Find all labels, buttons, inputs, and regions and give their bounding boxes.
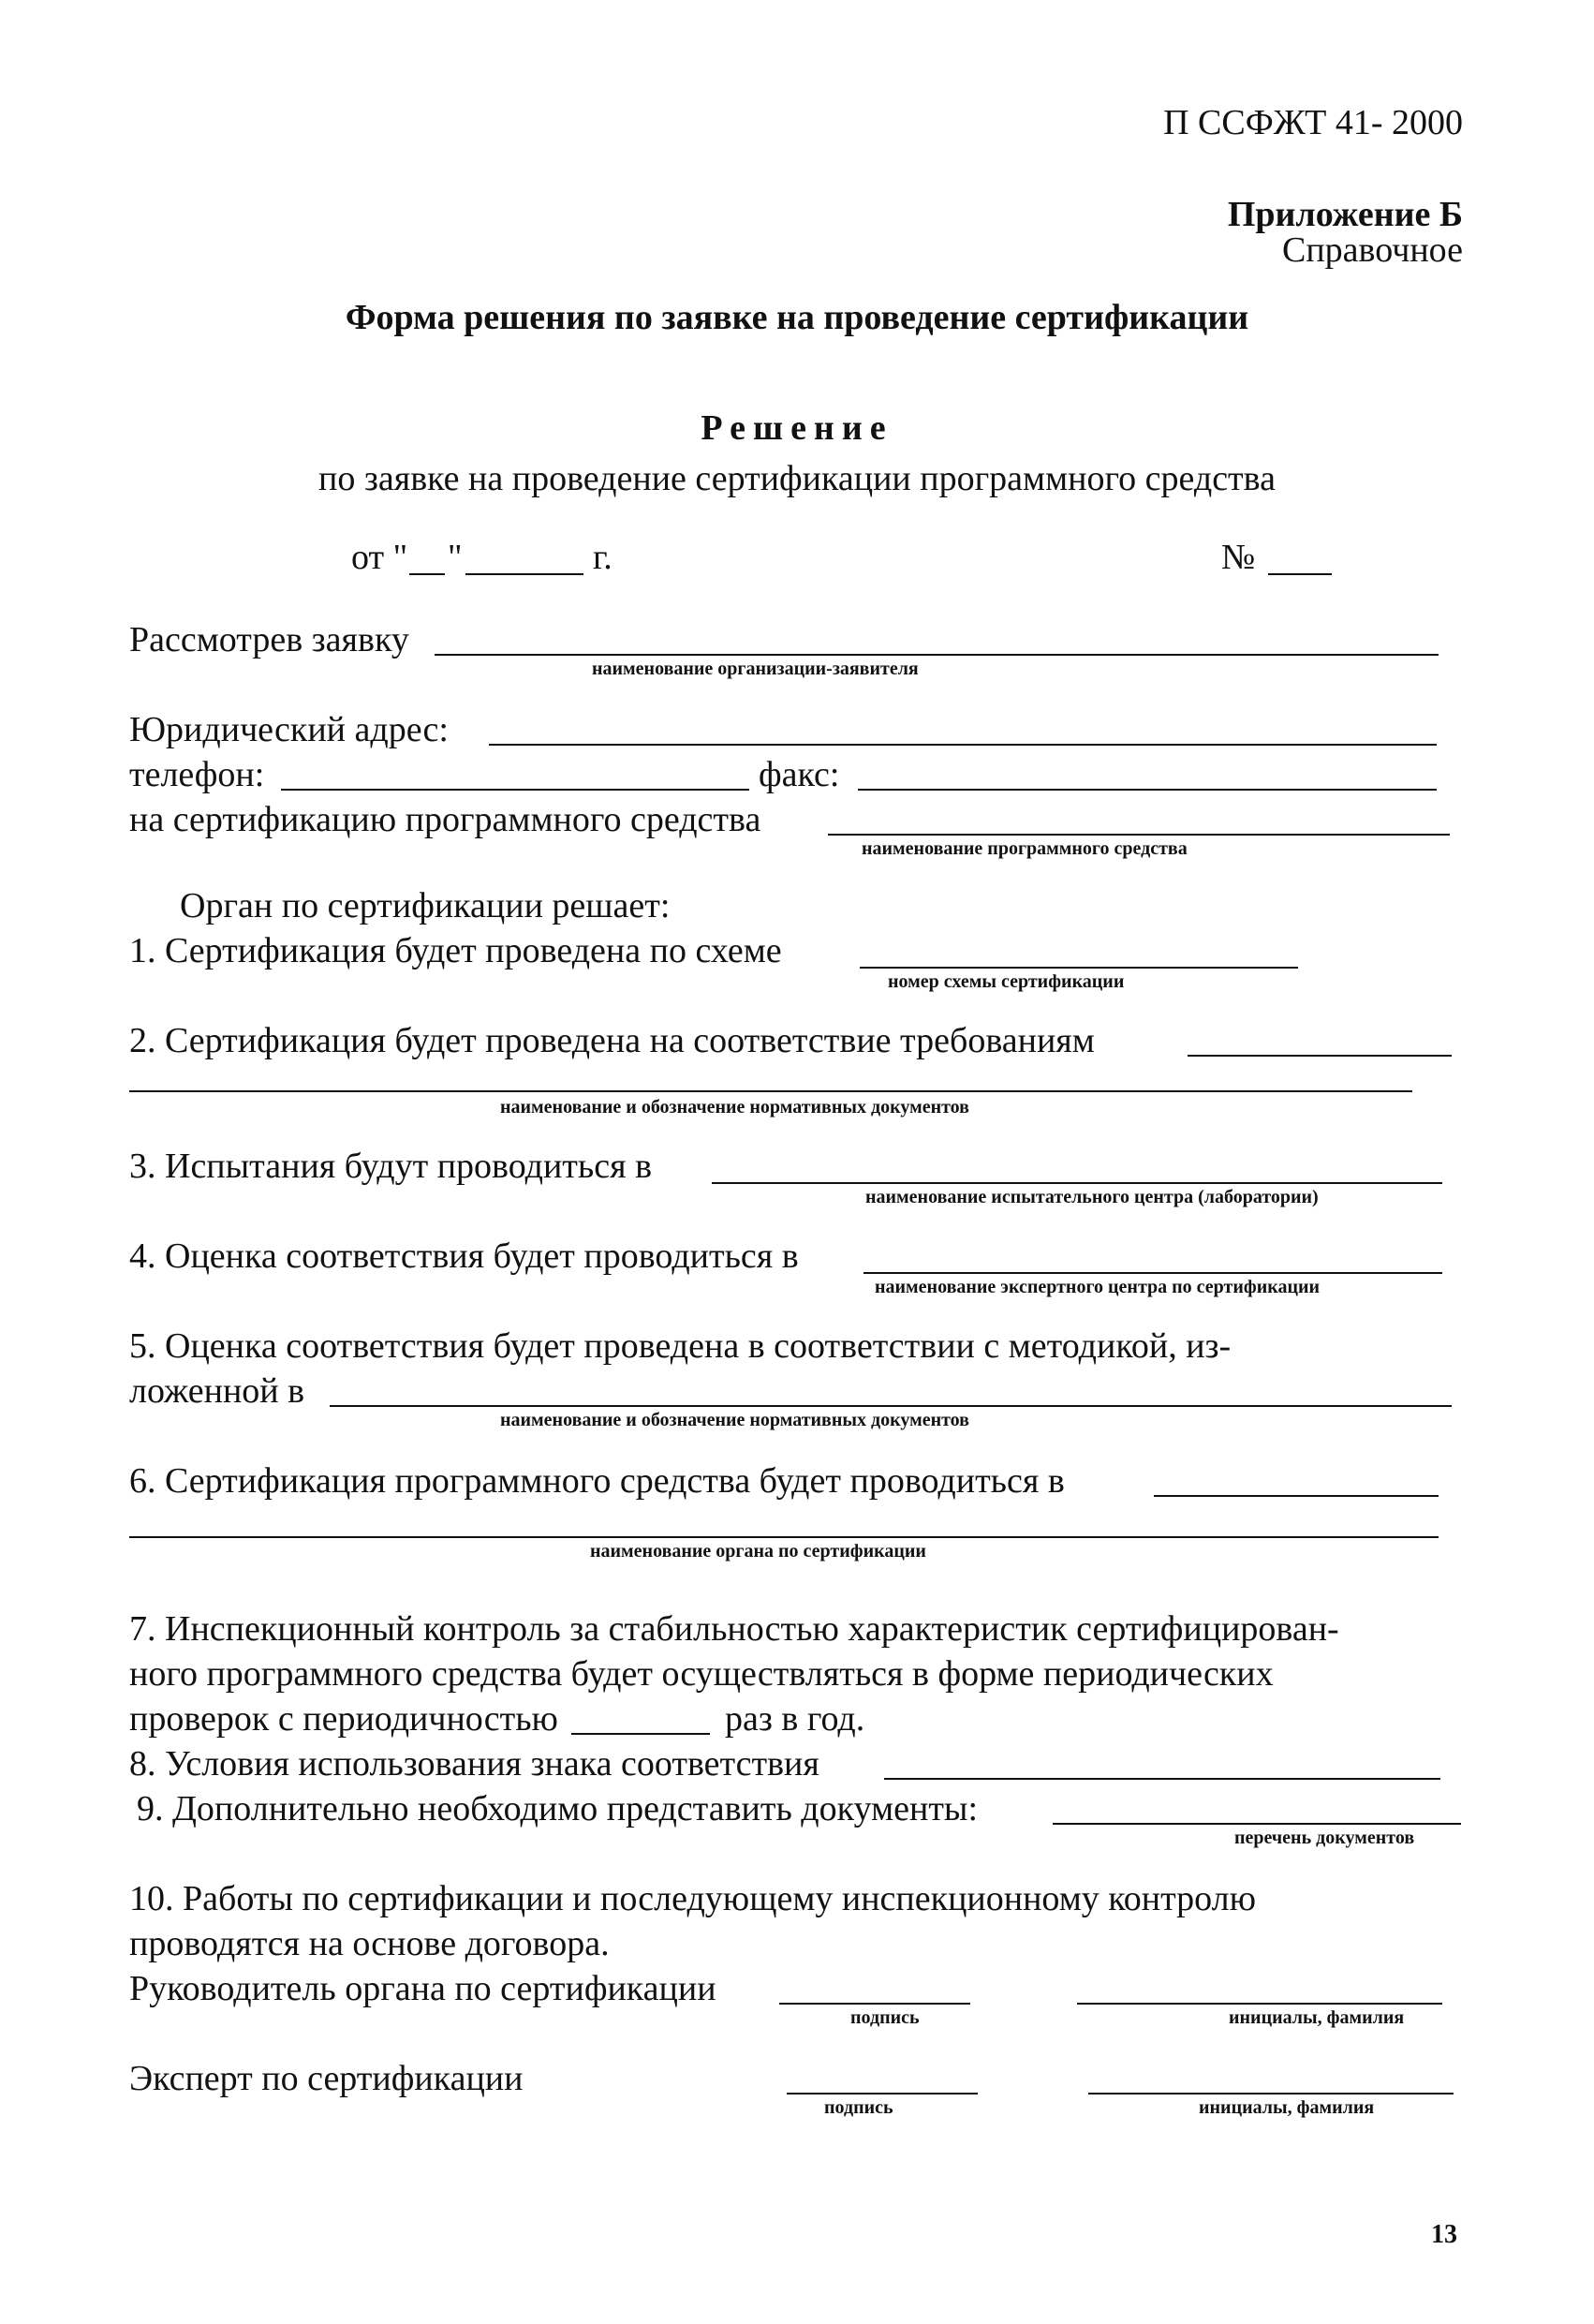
item-4: 4. Оценка соответствия будет проводиться в [129,1236,799,1276]
number-label: № [1221,538,1256,577]
decision-title: Решение [701,408,893,448]
fax-label: факс: [759,755,840,794]
date-prefix: от " [351,538,408,577]
item-7-line-1: 7. Инспекционный контроль за стабильностью характеристик сертифицирован- [129,1609,1339,1649]
phone-label: телефон: [129,755,265,794]
date-month-year-field[interactable] [465,573,583,575]
head-signature-hint: подпись [850,2007,920,2028]
software-field[interactable] [828,834,1450,836]
item-7-line-3a: проверок с периодичностью [129,1699,558,1739]
item-3: 3. Испытания будут проводиться в [129,1147,653,1186]
appendix-type: Справочное [1281,230,1463,270]
fax-field[interactable] [858,789,1437,791]
item-3-field[interactable] [712,1182,1442,1184]
item-4-hint: наименование экспертного центра по сертификации [875,1277,1321,1297]
expert-signature-field[interactable] [787,2093,978,2095]
item-6-field[interactable] [1154,1495,1439,1497]
phone-field[interactable] [281,789,749,791]
appendix-label: Приложение Б [1227,195,1463,234]
item-2-field[interactable] [1188,1055,1452,1057]
software-label: на сертификацию программного средства [129,800,761,839]
number-field[interactable] [1268,573,1332,575]
item-9-field[interactable] [1053,1823,1461,1825]
software-hint: наименование программного средства [862,838,1188,859]
item-5-line-1: 5. Оценка соответствия будет проведена в соответствии с методикой, из- [129,1326,1232,1366]
document-code: П ССФЖТ 41- 2000 [1163,103,1463,142]
date-day-field[interactable] [409,573,445,575]
item-1-hint: номер схемы сертификации [888,971,1125,992]
item-3-hint: наименование испытательного центра (лаборатории) [865,1187,1319,1207]
item-6-field-cont[interactable] [129,1536,1439,1538]
head-signature-field[interactable] [779,2003,970,2005]
applicant-hint: наименование организации-заявителя [592,659,919,679]
body-intro: Орган по сертификации решает: [180,886,671,925]
item-10-line-2: проводятся на основе договора. [129,1924,610,1963]
expert-signature-hint: подпись [824,2097,893,2118]
item-7-line-2: ного программного средства будет осуществляться в форме периодических [129,1654,1274,1694]
decision-subtitle: по заявке на проведение сертификации программного средства [318,459,1276,498]
item-8-field[interactable] [884,1778,1440,1780]
applicant-label: Рассмотрев заявку [129,620,409,659]
item-1-field[interactable] [860,967,1298,969]
head-name-field[interactable] [1077,2003,1442,2005]
item-7-line-3b: раз в год. [725,1699,865,1739]
expert-signature-label: Эксперт по сертификации [129,2059,524,2098]
item-4-field[interactable] [863,1272,1442,1274]
item-5-field[interactable] [330,1405,1452,1407]
item-6-hint: наименование органа по сертификации [590,1541,926,1562]
item-9-hint: перечень документов [1234,1828,1415,1848]
item-2-field-cont[interactable] [129,1090,1412,1092]
item-7-field[interactable] [571,1733,710,1735]
item-2-hint: наименование и обозначение нормативных документов [500,1097,969,1118]
expert-name-hint: инициалы, фамилия [1199,2097,1375,2118]
item-6: 6. Сертификация программного средства будет проводиться в [129,1461,1065,1501]
expert-name-field[interactable] [1088,2093,1454,2095]
head-signature-label: Руководитель органа по сертификации [129,1969,716,2008]
item-10-line-1: 10. Работы по сертификации и последующему инспекционному контролю [129,1879,1257,1918]
form-title: Форма решения по заявке на проведение сертификации [345,298,1249,337]
applicant-field[interactable] [435,654,1439,656]
page-number: 13 [1431,2220,1457,2249]
item-8: 8. Условия использования знака соответствия [129,1744,819,1784]
item-5-line-2: ложенной в [129,1371,305,1411]
item-9: 9. Дополнительно необходимо представить документы: [137,1789,979,1828]
address-label: Юридический адрес: [129,710,449,749]
item-1: 1. Сертификация будет проведена по схеме [129,931,782,970]
address-field[interactable] [489,744,1437,746]
head-name-hint: инициалы, фамилия [1229,2007,1405,2028]
item-5-hint: наименование и обозначение нормативных документов [500,1410,969,1430]
item-2: 2. Сертификация будет проведена на соответствие требованиям [129,1021,1095,1060]
date-mid: " [448,538,463,577]
date-suffix: г. [593,538,613,577]
